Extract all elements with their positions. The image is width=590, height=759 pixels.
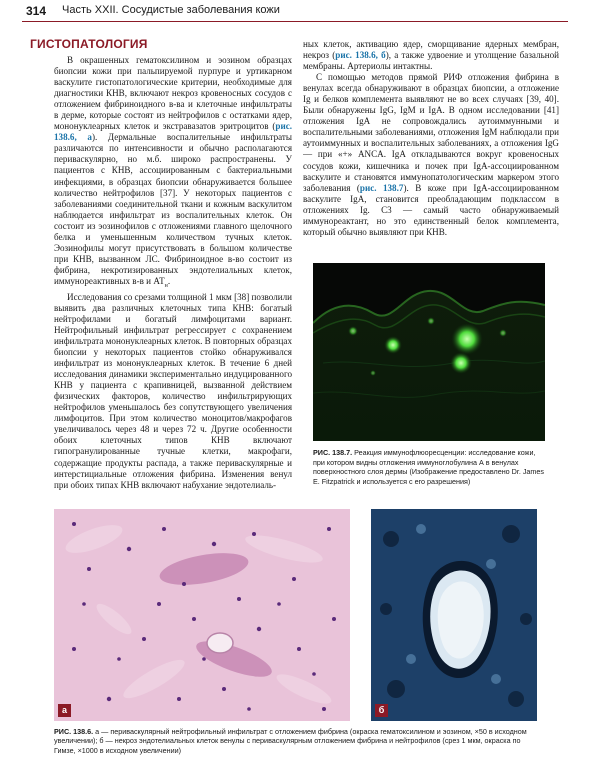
header-rule (22, 21, 568, 22)
page-number: 314 (26, 4, 47, 18)
figure-caption-138-6 (54, 727, 544, 755)
caption-label: РИС. 138.7. (313, 448, 353, 457)
panel-label-a: а (58, 704, 71, 717)
histology-image-b (371, 509, 537, 721)
figure-reference-link[interactable]: рис. 138.6, а (54, 121, 292, 143)
section-title: ГИСТОПАТОЛОГИЯ (30, 37, 148, 51)
paragraph: ных клеток, активацию ядер, сморщивание ядерных мембран, некроз (рис. 138.6, б), а также удвоение и утолщение базальной мембраны. Артериолы интактны. (303, 39, 559, 72)
right-column (303, 39, 559, 249)
caption-text: а — периваскулярный нейтрофильный инфильтрат с отложением фибрина (окраска гематоксилином и эозином, ×50 в исходном увеличении); б — некроз эндотелиальных клеток венулы с периваскулярным отложением фибрина и нейтрофилов (срез 1 мкм, окраска по Гимзе, ×1000 в исходном увеличении) (54, 727, 527, 755)
histology-image-a (54, 509, 350, 721)
paragraph: Исследования со срезами толщиной 1 мкм [38] позволили выявить два различных клеточных типа КНВ: богатый нейтрофилами и богатый лимфоцитами вариант. Нейтрофильный инфильтрат регрессирует с сохранением инфильтрата мононуклеарных клеток. В повторных образцах биопсии у некоторых пациентов стойко обнаруживался инфильтрат из мононуклеарных клеток. В течение 6 дней исследования динамики экспериментально индуцированного КНВ у пациента с крапивницей, вызванной действием физических факторов, количество инфильтрирующих нейтрофилов уменьшалось без сопутствующего увеличения лимфоцитов. При этом количество моноцитов/макрофагов увеличивалось через 48 и через 72 ч. Другие особенности обоих клеточных типов КНВ включают гипогранулированные тучные клетки, макрофаги, содержащие продукты распада, а также периваскулярные и интерстициальные отложения фибрина. Изменения венул при обоих типах КНВ включают набухание эндотелиаль- (54, 291, 292, 490)
he-stained-micrograph (54, 509, 350, 721)
figure-caption-138-7 (313, 448, 547, 486)
immunofluorescence-image (313, 263, 545, 441)
running-title: Часть XXII. Сосудистые заболевания кожи (62, 4, 280, 16)
panel-label-b: б (375, 704, 388, 717)
page-header (0, 0, 590, 22)
left-column (54, 55, 292, 499)
fluorescence-micrograph (313, 263, 545, 441)
caption-label: РИС. 138.6. (54, 727, 94, 736)
paragraph: В окрашенных гематоксилином и эозином образцах биопсии кожи при пальпируемой пурпуре и уртикарном васкулите гистопатологические критерии, необходимые для диагностики КНВ, включают некроз кровеносных сосудов с отложением фибриноидного в-ва и клеточные инфильтраты в дерме, которые состоят из нейтрофилов с остатками ядер, мононуклеарных клеток и экстравазатов эритроцитов (рис. 138.6, а). Дермальные воспалительные инфильтраты различаются по интенсивности и обычно располагаются периваскулярно, но м.б. широко распространены. У пациентов с КНВ, ассоциированным с бактериальными инфекциями, в образцах биопсии обнаруживается большее количество нейтрофилов [37]. У некоторых пациентов с заболеваниями соединительной ткани и кожным васкулитом наблюдается инфильтрат из воспалительных клеток. Он состоит из эозинофилов с отложениями главного щелочного белка и уменьшенным количеством тучных клеток. Эозинофилы могут присутствовать в большом количестве при КНВ, вызванном ЛС. Фибриноидное в-во состоит из фибрина, некротизированных эндотелиальных клеток, иммунореактивных в-в и $АТ_н$. (54, 55, 292, 289)
figure-reference-link[interactable]: рис. 138.6, б (335, 50, 386, 61)
paragraph: С помощью методов прямой РИФ отложения фибрина в венулах всегда обнаруживают в образцах биопсии, а отложение Ig и белков комплемента выявляют не во всех случаях [39, 40]. Были обнаружены IgG, IgM и IgA. В одном исследовании [41] отложения IgA не сопровождались аутоиммунными и воспалительными заболеваниями, отложения IgM наблюдали при аутоиммунных и воспалительных заболеваниях, а отложения IgG — при «+» ANCA. IgA откладываются вокруг кровеносных сосудов кожи, кишечника и почек при IgA-ассоциированном васкулите и становятся иммунопатологическим маркером этого заболевания (рис. 138.7). В коже при IgA-ассоциированном васкулите IgA, становится преобладающим подклассом в отложениях Ig. С3 — самый часто обнаруживаемый иммунореактант, но это единственный белок комплемента, который обычно выявляют при КНВ. (303, 72, 559, 237)
caption-text: Реакция иммунофлюоресценции: исследование кожи, при котором видны отложения иммуноглобулина А в венулах поверхностного слоя дермы (Изображение предоставлено Dr. James E. Fitzpatrick и используется с его разрешения) (313, 448, 545, 486)
figure-reference-link[interactable]: рис. 138.7 (359, 182, 404, 193)
giemsa-stained-micrograph (371, 509, 537, 721)
